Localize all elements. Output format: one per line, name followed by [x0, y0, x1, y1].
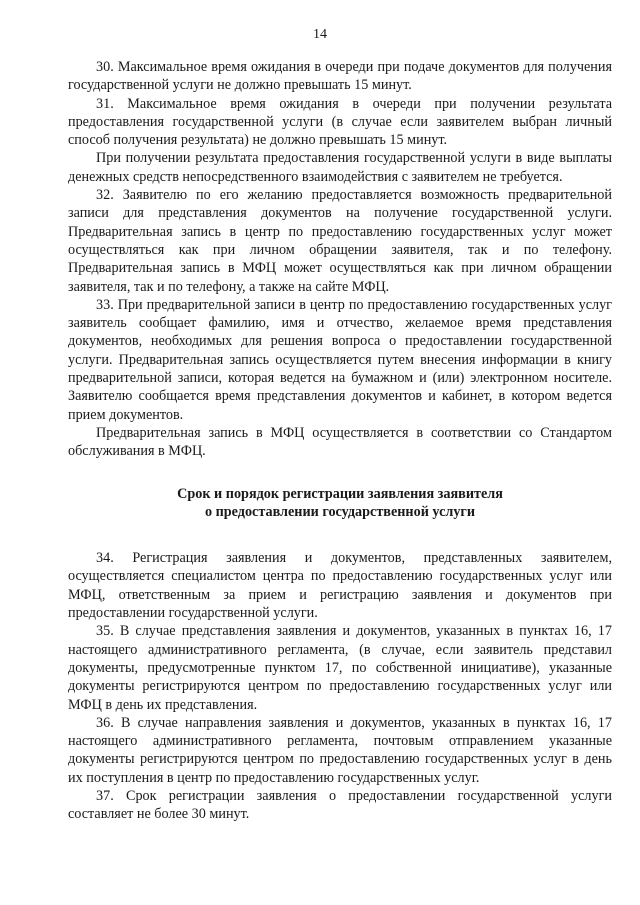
page-number: 14: [313, 27, 327, 42]
paragraph-35: 35. В случае представления заявления и документов, указанных в пунктах 16, 17 настоящего административного регламента, (в случае, если заявитель представил документы, предусмотренные пунктом 17, по собственной инициативе), указанные документы регистрируются центром по предоставлению государственных услуг или МФЦ в день их представления.: [68, 623, 612, 713]
section-heading-line-1: Срок и порядок регистрации заявления заявителя: [177, 485, 503, 502]
paragraph-33: 33. При предварительной записи в центр по предоставлению государственных услуг заявитель сообщает фамилию, имя и отчество, желаемое время представления документов, необходимых для решения вопроса о предоставлении государственной услуги. Предварительная запись осуществляется путем внесения информации в книгу предварительной записи, которая ведется на бумажном и (или) электронном носителе. Заявителю сообщается время представления документов и кабинет, в котором ведется прием документов.: [68, 296, 612, 423]
paragraph-31: 31. Максимальное время ожидания в очереди при получении результата предоставления государственной услуги (в случае если заявителем выбран личный способ получения результата) не должно превышать 15 минут.: [68, 95, 612, 149]
paragraph-34: 34. Регистрация заявления и документов, представленных заявителем, осуществляется специалистом центра по предоставлению государственных услуг или МФЦ, ответственным за прием и регистрацию заявления и документов при предоставлении государственной услуги.: [68, 550, 612, 622]
paragraph-33-note: Предварительная запись в МФЦ осуществляется в соответствии со Стандартом обслуживания в МФЦ.: [68, 424, 612, 460]
section-heading: [68, 485, 612, 522]
paragraph-30: 30. Максимальное время ожидания в очереди при подаче документов для получения государственной услуги не должно превышать 15 минут.: [68, 59, 612, 94]
paragraph-36: 36. В случае направления заявления и документов, указанных в пунктах 16, 17 настоящего административного регламента, почтовым отправлением указанные документы регистрируются центром по предоставлению государственных услуг в день их поступления в центр по предоставлению государственных услуг.: [68, 714, 612, 786]
document-body: [68, 58, 612, 824]
paragraph-37: 37. Срок регистрации заявления о предоставлении государственной услуги составляет не более 30 минут.: [68, 787, 612, 823]
section-heading-line-2: о предоставлении государственной услуги: [204, 503, 476, 520]
paragraph-32: 32. Заявителю по его желанию предоставляется возможность предварительной записи для представления документов на получение государственной услуги. Предварительная запись в центр по предоставлению государственных услуг может осуществляться как при личном обращении заявителя, так и по телефону. Предварительная запись в МФЦ может осуществляться как при личном обращении заявителя, так и по телефону, а также на сайте МФЦ.: [68, 187, 612, 295]
paragraph-31-note: При получении результата предоставления государственной услуги в виде выплаты денежных средств непосредственного взаимодействия с заявителем не требуется.: [68, 150, 612, 185]
